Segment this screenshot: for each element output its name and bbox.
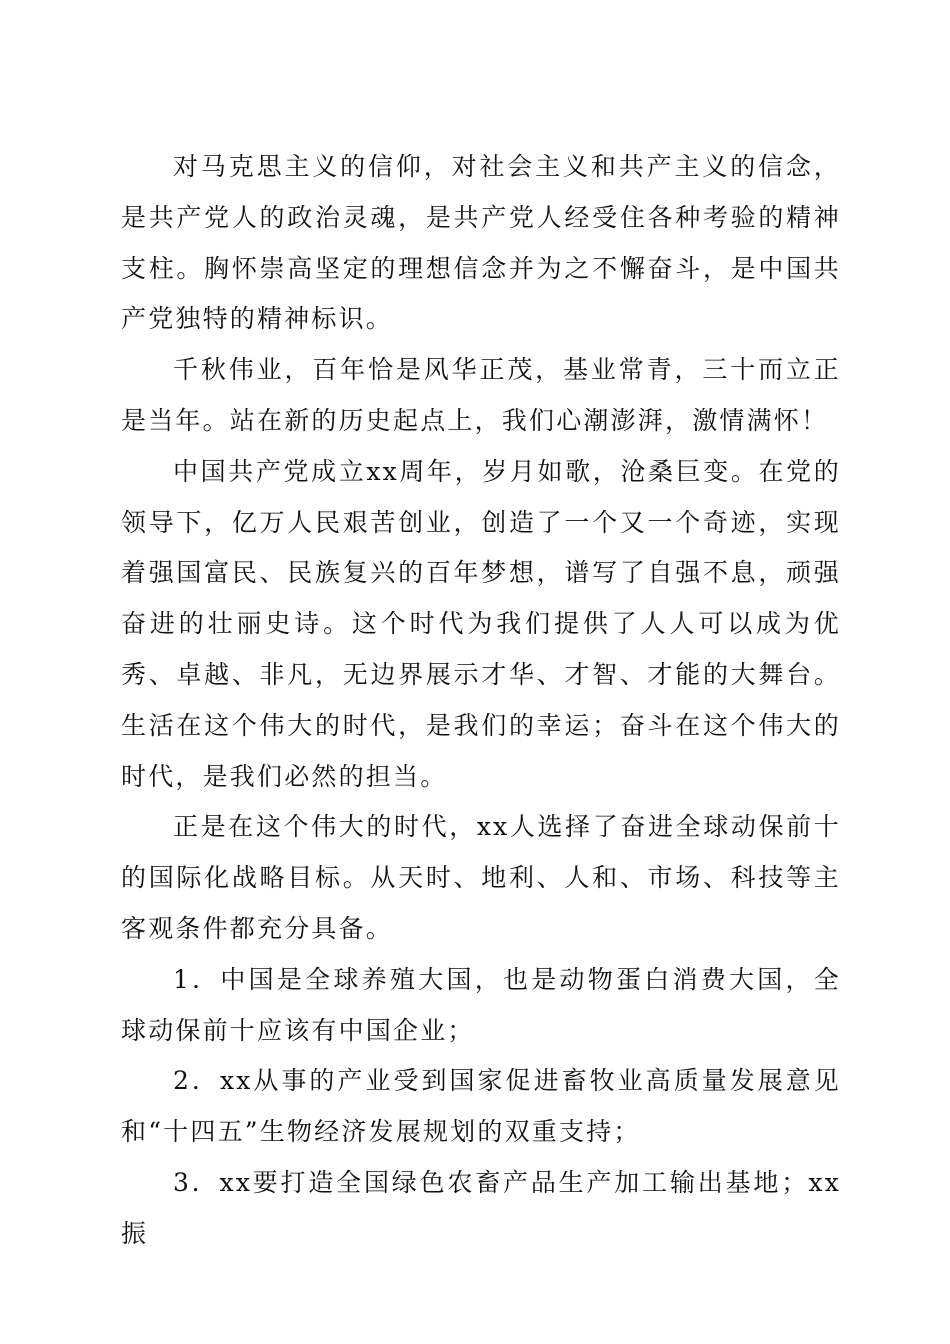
paragraph-century: 千秋伟业，百年恰是风华正茂，基业常青，三十而立正是当年。站在新的历史起点上，我们心潮澎湃，激情满怀！ bbox=[121, 355, 841, 435]
paragraph-ideals: 对马克思主义的信仰，对社会主义和共产主义的信念，是共产党人的政治灵魂，是共产党人经受住各种考验的精神支柱。胸怀崇高坚定的理想信念并为之不懈奋斗，是中国共产党独特的精神标识。 bbox=[121, 152, 841, 334]
list-item-1: 1．中国是全球养殖大国，也是动物蛋白消费大国，全球动保前十应该有中国企业； bbox=[121, 964, 841, 1045]
paragraph-anniversary: 中国共产党成立xx周年，岁月如歌，沧桑巨变。在党的领导下，亿万人民艰苦创业，创造了一个又一个奇迹，实现着强国富民、民族复兴的百年梦想，谱写了自强不息，顽强奋进的壮丽史诗。这个时代为我们提供了人人可以成为优秀、卓越、非凡，无边界展示才华、才智、才能的大舞台。生活在这个伟大的时代，是我们的幸运；奋斗在这个伟大的时代，是我们必然的担当。 bbox=[121, 456, 841, 791]
list-item-3: 3．xx要打造全国绿色农畜产品生产加工输出基地；xx振 bbox=[121, 1167, 841, 1248]
list-item-2: 2．xx从事的产业受到国家促进畜牧业高质量发展意见和“十四五”生物经济发展规划的双重支持； bbox=[121, 1066, 841, 1147]
document-body bbox=[121, 142, 841, 1260]
paragraph-strategy: 正是在这个伟大的时代，xx人选择了奋进全球动保前十的国际化战略目标。从天时、地利、人和、市场、科技等主客观条件都充分具备。 bbox=[121, 812, 841, 943]
